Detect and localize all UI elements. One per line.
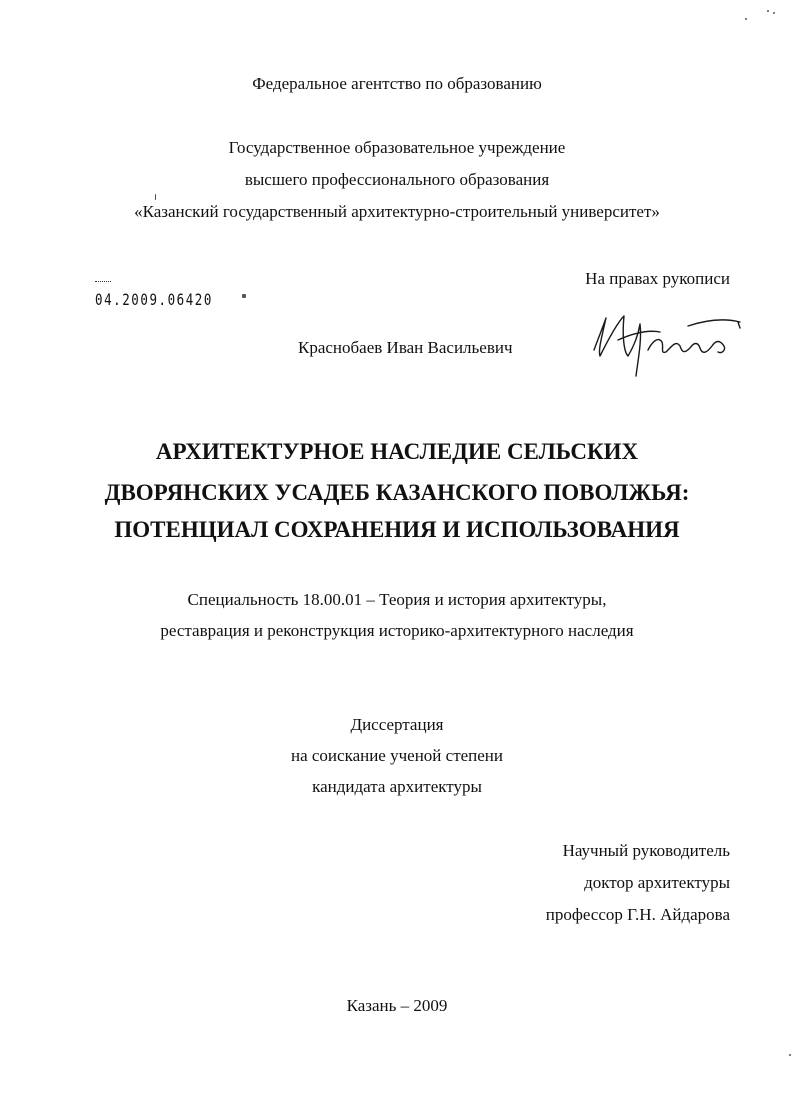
scan-speck [773, 12, 775, 14]
degree-line-3: кандидата архитектуры [312, 777, 482, 796]
university-name: «Казанский государственный архитектурно-строительный университет» [134, 202, 660, 221]
supervisor-degree: доктор архитектуры [584, 873, 730, 892]
scan-speck [789, 1054, 791, 1056]
manuscript-note: На правах рукописи [585, 269, 730, 288]
degree-line-1: Диссертация [350, 715, 444, 734]
specialty-line-1: Специальность 18.00.01 – Теория и история архитектуры, [187, 590, 607, 609]
thesis-title-line-1: АРХИТЕКТУРНОЕ НАСЛЕДИЕ СЕЛЬСКИХ [155, 439, 639, 464]
archive-code: 04.2009.06420 [95, 290, 213, 309]
scan-speck [767, 10, 769, 12]
signature-mark [588, 306, 744, 384]
agency-name: Федеральное агентство по образованию [252, 74, 542, 93]
archive-code-mark [95, 281, 111, 284]
scan-speck [155, 194, 156, 200]
institution-line-2: высшего профессионального образования [244, 170, 550, 189]
supervisor-name: профессор Г.Н. Айдарова [545, 905, 730, 924]
thesis-title-line-3: ПОТЕНЦИАЛ СОХРАНЕНИЯ И ИСПОЛЬЗОВАНИЯ [114, 517, 680, 542]
specialty-line-2: реставрация и реконструкция историко-архитектурного наследия [160, 621, 634, 640]
place-year: Казань – 2009 [346, 996, 448, 1015]
thesis-title-line-2: ДВОРЯНСКИХ УСАДЕБ КАЗАНСКОГО ПОВОЛЖЬЯ: [104, 480, 690, 505]
degree-line-2: на соискание ученой степени [290, 746, 504, 765]
scan-speck [745, 18, 747, 20]
author-name: Краснобаев Иван Васильевич [298, 338, 513, 357]
institution-line-1: Государственное образовательное учреждение [228, 138, 566, 157]
supervisor-role: Научный руководитель [562, 841, 730, 860]
scan-speck [242, 294, 246, 298]
